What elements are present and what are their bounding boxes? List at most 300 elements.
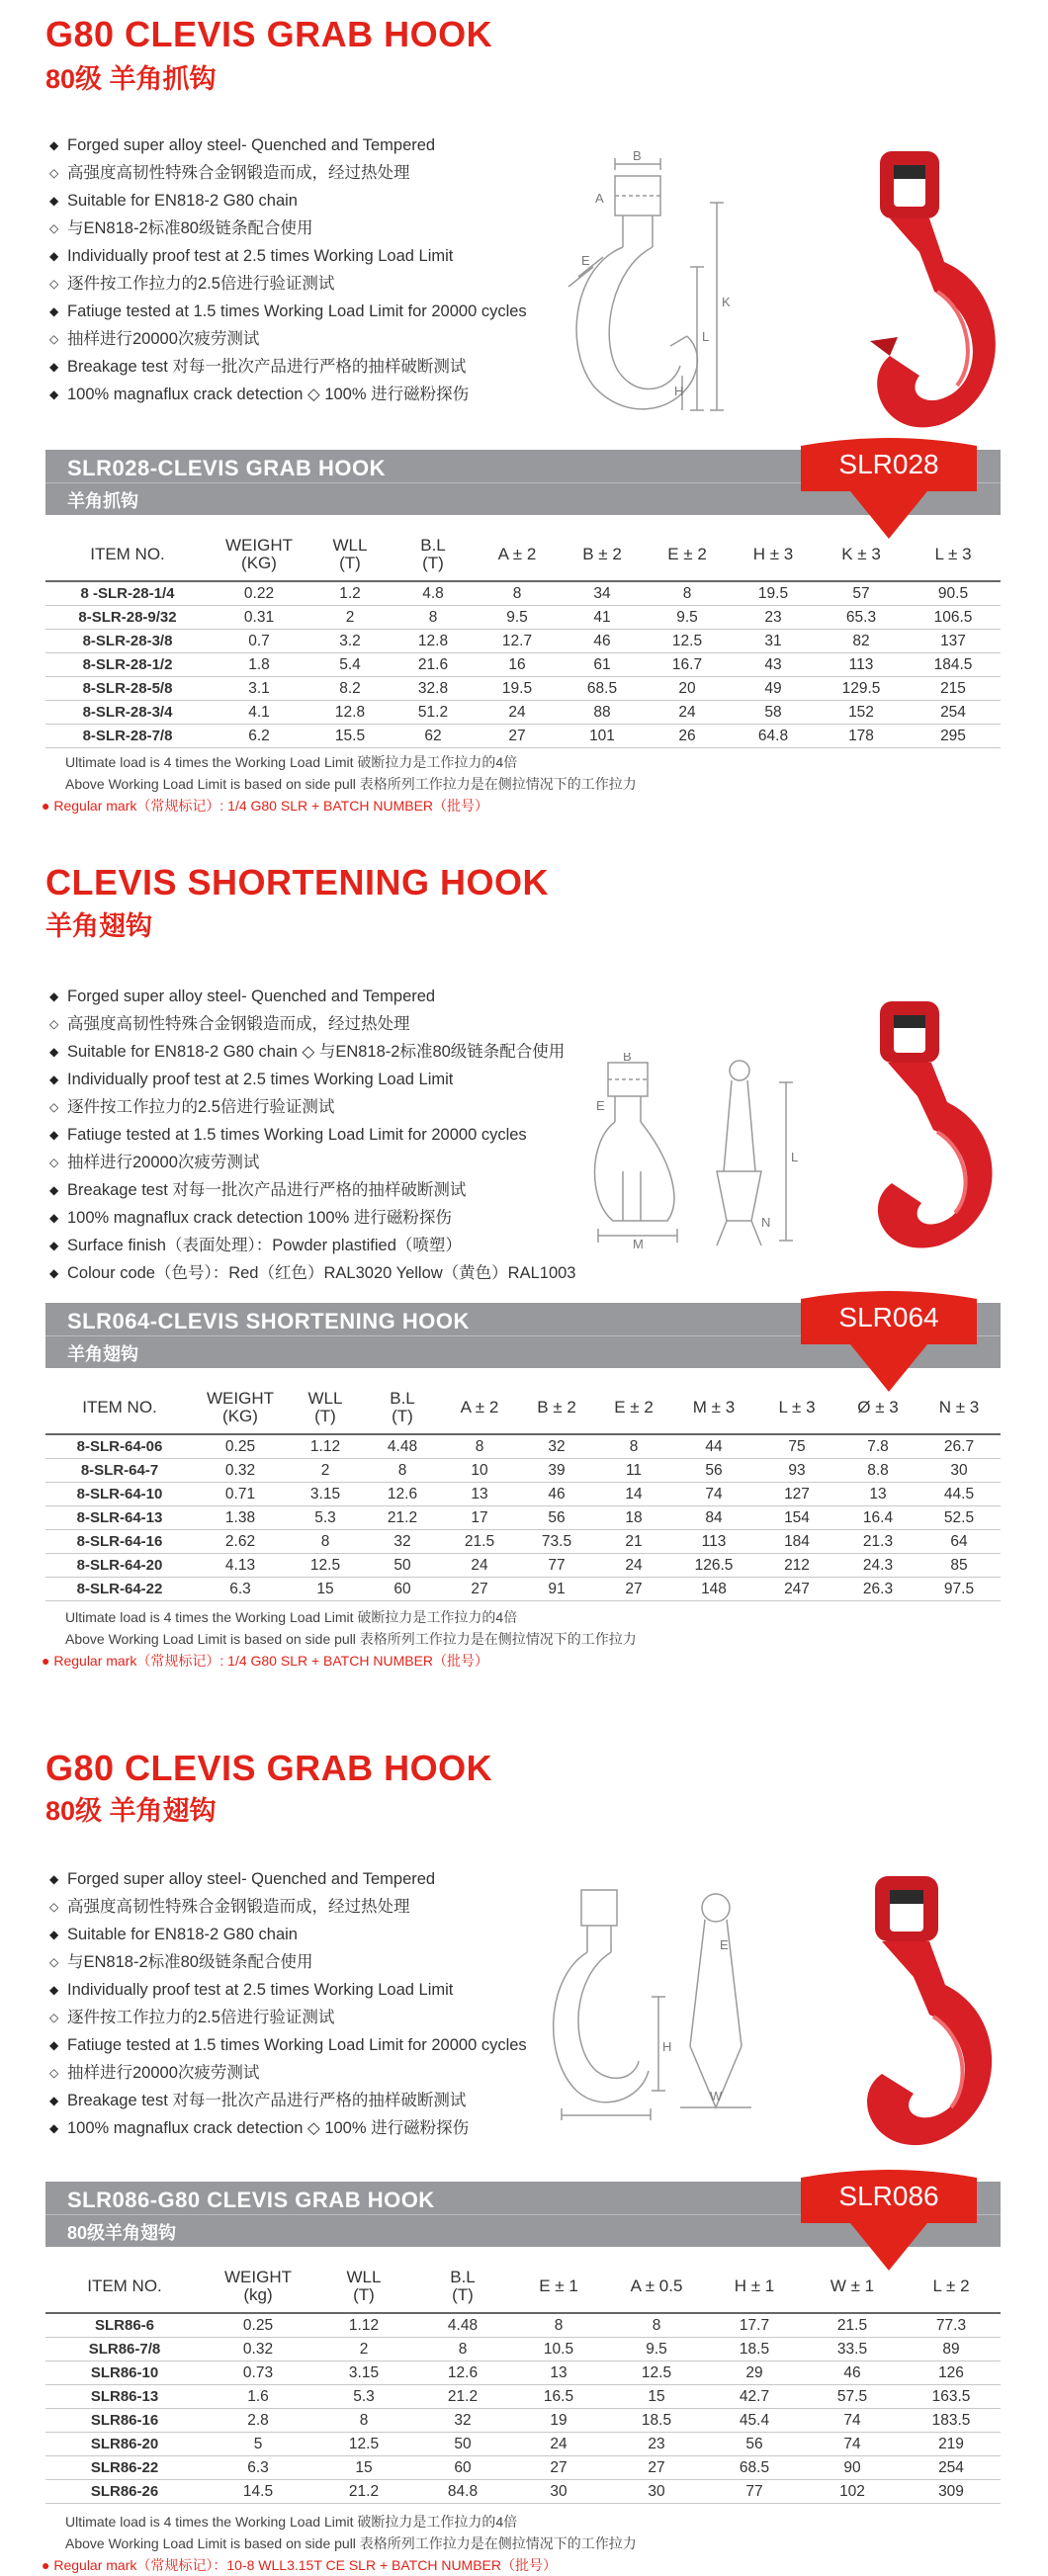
table-row <box>45 1434 1001 1459</box>
feature-item <box>49 1176 575 1204</box>
grab-hook-drawing <box>554 148 801 430</box>
column-header-label: WEIGHT <box>207 1388 274 1408</box>
table-cell: 74 <box>803 2409 902 2433</box>
bullet-icon: ◆ <box>49 138 59 152</box>
table-cell: 12.8 <box>392 630 475 653</box>
table-cell: 77 <box>706 2480 803 2504</box>
feature-text: Breakage test 对每一批次产品进行严格的抽样破断测试 <box>67 358 467 376</box>
column-header-label: L ± 2 <box>932 2275 970 2295</box>
feature-text: Fatiuge tested at 1.5 times Working Load Limit for 20000 cycles <box>67 302 527 320</box>
column-header-label: H ± 3 <box>752 544 794 563</box>
table-cell: 27 <box>595 1578 672 1601</box>
note-ultimate-load: Ultimate load is 4 times the Working Load Limit 破断拉力是工作拉力的4倍 <box>65 754 518 770</box>
column-header <box>441 1381 518 1434</box>
table-cell: 0.32 <box>194 1459 287 1483</box>
table-cell: 113 <box>672 1530 755 1554</box>
column-header-label: WEIGHT <box>225 535 293 555</box>
table-cell: 17.7 <box>706 2313 803 2338</box>
table-cell: 12.5 <box>607 2361 706 2385</box>
table-cell: 61 <box>560 653 645 677</box>
column-header-label: A ± 2 <box>497 544 537 563</box>
column-header <box>902 2260 1001 2313</box>
table-cell: 5 <box>204 2433 312 2456</box>
table-cell: 82 <box>817 630 906 653</box>
bullet-icon: ◆ <box>49 1983 59 1997</box>
item-number-cell: SLR86-16 <box>45 2409 204 2433</box>
table-cell: 2 <box>312 2338 415 2361</box>
bullet-icon: ◇ <box>49 221 59 235</box>
note-side-pull: Above Working Load Limit is based on side pull 表格所列工作拉力是在侧拉情况下的工作拉力 <box>65 1631 637 1647</box>
table-cell: 15.5 <box>308 725 392 748</box>
table-cell: 26.3 <box>838 1578 917 1601</box>
table-cell: 20 <box>645 677 730 701</box>
bullet-icon: ◆ <box>49 1239 59 1252</box>
feature-text: Suitable for EN818-2 G80 chain <box>67 192 298 210</box>
table-cell: 12.5 <box>645 630 730 653</box>
table-cell: 24 <box>510 2433 607 2456</box>
column-header-label: E ± 2 <box>614 1397 654 1417</box>
feature-item <box>49 187 527 215</box>
dim-label-n: N <box>761 1215 771 1230</box>
section-3-product-code: SLR086 <box>838 2181 939 2211</box>
bullet-icon: ◇ <box>49 2066 59 2080</box>
feature-item <box>49 1121 575 1149</box>
column-header <box>308 528 392 581</box>
feature-text: 高强度高韧性特殊合金钢锻造而成，经过热处理 <box>67 164 410 182</box>
table-cell: 23 <box>730 606 817 630</box>
bullet-icon: ◇ <box>49 1156 59 1169</box>
section-2-title-cn: 羊角翅钩 <box>45 911 152 941</box>
section-3-banner-title: SLR086-G80 CLEVIS GRAB HOOK <box>67 2188 435 2212</box>
item-number-cell: 8-SLR-64-22 <box>45 1578 194 1601</box>
feature-text: 100% magnaflux crack detection ◇ 100% 进行磁粉探伤 <box>67 386 470 403</box>
table-cell: 212 <box>755 1554 838 1578</box>
dim-label-e: E <box>581 253 590 268</box>
table-cell: 10.5 <box>510 2338 607 2361</box>
table-cell: 75 <box>755 1434 838 1459</box>
table-cell: 18 <box>595 1506 672 1530</box>
table-cell: 13 <box>510 2361 607 2385</box>
column-header-label: WLL <box>346 2267 382 2286</box>
table-cell: 46 <box>560 630 645 653</box>
table-row <box>45 2313 1001 2338</box>
column-header <box>607 2260 706 2313</box>
feature-item <box>49 1038 575 1066</box>
feature-text: Individually proof test at 2.5 times Working Load Limit <box>67 1981 454 1999</box>
table-cell: 24 <box>441 1554 518 1578</box>
table-cell: 219 <box>902 2433 1001 2456</box>
table-cell: 56 <box>672 1459 755 1483</box>
table-cell: 73.5 <box>518 1530 595 1554</box>
bullet-icon: ◇ <box>49 166 59 180</box>
table-cell: 84 <box>672 1506 755 1530</box>
column-header-unit: (KG) <box>222 1406 258 1425</box>
column-header-label: WLL <box>307 1388 343 1408</box>
column-header <box>560 528 645 581</box>
table-cell: 21.2 <box>312 2480 415 2504</box>
table-cell: 64 <box>917 1530 1001 1554</box>
table-cell: 88 <box>560 701 645 725</box>
table-cell: 254 <box>906 701 1001 725</box>
bullet-icon: ◆ <box>49 1183 59 1197</box>
feature-item <box>49 270 527 298</box>
feature-text: 逐件按工作拉力的2.5倍进行验证测试 <box>67 2009 335 2026</box>
item-number-cell: 8-SLR-28-3/8 <box>45 630 210 653</box>
feature-item <box>49 1893 527 1921</box>
feature-text: 100% magnaflux crack detection 100% 进行磁粉探伤 <box>67 1209 452 1227</box>
table-cell: 254 <box>902 2456 1001 2480</box>
table-cell: 13 <box>441 1483 518 1506</box>
bullet-icon: ◇ <box>49 1900 59 1914</box>
table-cell: 8 <box>287 1530 364 1554</box>
table-cell: 24 <box>475 701 560 725</box>
table-cell: 27 <box>510 2456 607 2480</box>
bullet-icon: ◆ <box>49 2121 59 2135</box>
table-cell: 60 <box>364 1578 441 1601</box>
bullet-icon: ◆ <box>49 2094 59 2107</box>
column-header-label: A ± 0.5 <box>630 2275 683 2295</box>
table-cell: 7.8 <box>838 1434 917 1459</box>
table-cell: 309 <box>902 2480 1001 2504</box>
column-header-label: B.L <box>450 2267 476 2286</box>
section-2-banner-title-cn: 羊角翅钩 <box>67 1344 138 1364</box>
column-header-unit: (kg) <box>243 2284 273 2304</box>
table-cell: 183.5 <box>902 2409 1001 2433</box>
feature-text: Surface finish（表面处理）：Powder plastified（喷塑） <box>67 1237 462 1254</box>
section-3-notes <box>42 2511 637 2576</box>
feature-item <box>49 1093 575 1121</box>
column-header-label: K ± 3 <box>841 544 881 563</box>
feature-text: Suitable for EN818-2 G80 chain <box>67 1926 298 1943</box>
table-row <box>45 2385 1001 2409</box>
feature-text: Forged super alloy steel- Quenched and Tempered <box>67 136 436 154</box>
table-cell: 17 <box>441 1506 518 1530</box>
bullet-icon: ◆ <box>49 249 59 263</box>
feature-item <box>49 1066 575 1093</box>
section-2-spec-table <box>45 1381 1001 1601</box>
bullet-icon: ◆ <box>49 1045 59 1059</box>
dim-label-b: B <box>623 1053 632 1064</box>
table-cell: 68.5 <box>560 677 645 701</box>
column-header <box>906 528 1001 581</box>
column-header-label: W ± 1 <box>830 2275 875 2295</box>
table-cell: 49 <box>730 677 817 701</box>
table-row <box>45 1530 1001 1554</box>
column-header-label: ITEM NO. <box>90 544 165 563</box>
section-1-title-cn: 80级 羊角抓钩 <box>45 64 217 94</box>
column-header-label: ITEM NO. <box>82 1397 157 1417</box>
table-cell: 4.1 <box>210 701 308 725</box>
table-cell: 2 <box>308 606 392 630</box>
dim-label-e: E <box>596 1098 605 1113</box>
table-cell: 1.2 <box>308 581 392 606</box>
table-cell: 8 <box>392 606 475 630</box>
table-cell: 0.71 <box>194 1483 287 1506</box>
column-header <box>917 1381 1001 1434</box>
table-cell: 77 <box>518 1554 595 1578</box>
bullet-icon: ◆ <box>49 1211 59 1225</box>
column-header <box>392 528 475 581</box>
table-cell: 9.5 <box>645 606 730 630</box>
table-row <box>45 653 1001 677</box>
table-cell: 5.3 <box>312 2385 415 2409</box>
table-cell: 30 <box>510 2480 607 2504</box>
table-cell: 14.5 <box>204 2480 312 2504</box>
table-cell: 32 <box>415 2409 510 2433</box>
feature-item <box>49 1976 527 2004</box>
table-cell: 60 <box>415 2456 510 2480</box>
feature-text: Fatiuge tested at 1.5 times Working Load Limit for 20000 cycles <box>67 1126 527 1144</box>
section-3-feature-list <box>49 1865 527 2142</box>
table-cell: 106.5 <box>906 606 1001 630</box>
item-number-cell: 8-SLR-28-1/2 <box>45 653 210 677</box>
column-header <box>45 528 210 581</box>
table-cell: 0.25 <box>204 2313 312 2338</box>
table-row <box>45 2480 1001 2504</box>
bullet-icon: ◆ <box>49 194 59 208</box>
note-side-pull: Above Working Load Limit is based on side pull 表格所列工作拉力是在侧拉情况下的工作拉力 <box>65 2535 637 2551</box>
item-number-cell: 8-SLR-28-7/8 <box>45 725 210 748</box>
item-number-cell: 8-SLR-64-10 <box>45 1483 194 1506</box>
table-cell: 1.8 <box>210 653 308 677</box>
column-header <box>287 1381 364 1434</box>
table-cell: 57.5 <box>803 2385 902 2409</box>
bullet-icon: ◆ <box>49 1928 59 1941</box>
note-ultimate-load: Ultimate load is 4 times the Working Load Limit 破断拉力是工作拉力的4倍 <box>65 1609 518 1625</box>
section-2-banner-title: SLR064-CLEVIS SHORTENING HOOK <box>67 1309 470 1333</box>
column-header <box>645 528 730 581</box>
table-row <box>45 1459 1001 1483</box>
table-cell: 21.6 <box>392 653 475 677</box>
feature-item <box>49 1921 527 1948</box>
item-number-cell: 8-SLR-64-16 <box>45 1530 194 1554</box>
table-cell: 3.2 <box>308 630 392 653</box>
dim-label-h: H <box>662 2039 672 2054</box>
table-row <box>45 677 1001 701</box>
bullet-icon: ◆ <box>49 360 59 374</box>
column-header-label: B.L <box>420 535 446 555</box>
column-header-label: B.L <box>390 1388 415 1408</box>
section-1-title: G80 CLEVIS GRAB HOOK <box>45 14 493 54</box>
table-cell: 5.4 <box>308 653 392 677</box>
column-header <box>45 2260 204 2313</box>
table-cell: 4.13 <box>194 1554 287 1578</box>
feature-item <box>49 242 527 270</box>
feature-text: Breakage test 对每一批次产品进行严格的抽样破断测试 <box>67 1181 467 1199</box>
table-cell: 0.25 <box>194 1434 287 1459</box>
feature-item <box>49 353 527 381</box>
dim-label-m: M <box>633 1237 644 1250</box>
dim-label-a: A <box>595 191 604 206</box>
table-cell: 8 <box>441 1434 518 1459</box>
table-cell: 9.5 <box>475 606 560 630</box>
section-2-code-tab <box>791 1289 987 1394</box>
table-cell: 16.4 <box>838 1506 917 1530</box>
item-number-cell: SLR86-26 <box>45 2480 204 2504</box>
column-header <box>415 2260 510 2313</box>
table-cell: 15 <box>312 2456 415 2480</box>
table-cell: 1.38 <box>194 1506 287 1530</box>
table-cell: 21.2 <box>364 1506 441 1530</box>
table-cell: 26 <box>645 725 730 748</box>
table-cell: 19.5 <box>475 677 560 701</box>
column-header-label: E ± 1 <box>539 2275 578 2295</box>
table-cell: 21.2 <box>415 2385 510 2409</box>
table-cell: 16 <box>475 653 560 677</box>
feature-text: 100% magnaflux crack detection ◇ 100% 进行磁粉探伤 <box>67 2119 470 2137</box>
feature-text: Suitable for EN818-2 G80 chain ◇ 与EN818-2标准80级链条配合使用 <box>67 1043 566 1061</box>
section-3-code-tab <box>791 2168 987 2273</box>
section-2-notes <box>42 1606 637 1672</box>
table-cell: 184.5 <box>906 653 1001 677</box>
table-cell: 46 <box>518 1483 595 1506</box>
item-number-cell: 8-SLR-64-20 <box>45 1554 194 1578</box>
table-cell: 10 <box>441 1459 518 1483</box>
section-1-spec-table <box>45 528 1001 748</box>
table-cell: 295 <box>906 725 1001 748</box>
column-header-label: E ± 2 <box>667 544 707 563</box>
section-3-title-cn: 80级 羊角翅钩 <box>45 1796 217 1826</box>
feature-text: 逐件按工作拉力的2.5倍进行验证测试 <box>67 1098 335 1116</box>
table-cell: 14 <box>595 1483 672 1506</box>
bullet-icon: ◆ <box>49 304 59 318</box>
table-cell: 6.3 <box>204 2456 312 2480</box>
section-1-notes <box>42 751 637 816</box>
item-number-cell: SLR86-22 <box>45 2456 204 2480</box>
column-header <box>45 1381 194 1434</box>
table-cell: 68.5 <box>706 2456 803 2480</box>
table-cell: 8.2 <box>308 677 392 701</box>
table-cell: 8 <box>510 2313 607 2338</box>
feature-text: Forged super alloy steel- Quenched and Tempered <box>67 987 436 1005</box>
table-cell: 6.3 <box>194 1578 287 1601</box>
note-ultimate-load: Ultimate load is 4 times the Working Load Limit 破断拉力是工作拉力的4倍 <box>65 2514 518 2530</box>
column-header-label: H ± 1 <box>734 2275 775 2295</box>
table-cell: 15 <box>607 2385 706 2409</box>
table-cell: 154 <box>755 1506 838 1530</box>
table-cell: 12.8 <box>308 701 392 725</box>
item-number-cell: SLR86-10 <box>45 2361 204 2385</box>
dim-label-w: W <box>710 2089 723 2104</box>
shortening-hook-photo <box>830 993 1028 1260</box>
section-2-title: CLEVIS SHORTENING HOOK <box>45 862 550 902</box>
section-1-banner-title: SLR028-CLEVIS GRAB HOOK <box>67 456 386 480</box>
table-cell: 51.2 <box>392 701 475 725</box>
table-row <box>45 1483 1001 1506</box>
table-cell: 74 <box>803 2433 902 2456</box>
feature-item <box>49 215 527 242</box>
column-header <box>817 528 906 581</box>
table-cell: 152 <box>817 701 906 725</box>
column-header <box>595 1381 672 1434</box>
section-1-product-code: SLR028 <box>838 449 939 479</box>
feature-item <box>49 381 527 408</box>
item-number-cell: SLR86-7/8 <box>45 2338 204 2361</box>
table-cell: 21.5 <box>803 2313 902 2338</box>
column-header-unit: (KG) <box>241 553 277 572</box>
table-cell: 0.22 <box>210 581 308 606</box>
feature-text: Individually proof test at 2.5 times Working Load Limit <box>67 1071 454 1088</box>
table-cell: 3.15 <box>287 1483 364 1506</box>
section-3-title: G80 CLEVIS GRAB HOOK <box>45 1748 493 1788</box>
feature-item <box>49 2031 527 2059</box>
column-header-label: B ± 2 <box>582 544 622 563</box>
table-cell: 24 <box>645 701 730 725</box>
table-row <box>45 2456 1001 2480</box>
table-cell: 24.3 <box>838 1554 917 1578</box>
column-header-label: M ± 3 <box>692 1397 736 1417</box>
table-cell: 23 <box>607 2433 706 2456</box>
table-cell: 65.3 <box>817 606 906 630</box>
section-1-code-tab <box>791 436 987 541</box>
feature-item <box>49 131 527 159</box>
table-row <box>45 725 1001 748</box>
column-header <box>364 1381 441 1434</box>
table-row <box>45 2361 1001 2385</box>
feature-text: 高强度高韧性特殊合金钢锻造而成，经过热处理 <box>67 1898 410 1916</box>
dim-label-h: H <box>674 384 684 398</box>
feature-item <box>49 1010 575 1038</box>
table-cell: 3.1 <box>210 677 308 701</box>
table-cell: 27 <box>441 1578 518 1601</box>
section-1-feature-list <box>49 131 527 408</box>
table-cell: 3.15 <box>312 2361 415 2385</box>
table-cell: 57 <box>817 581 906 606</box>
bullet-icon: ◇ <box>49 332 59 346</box>
table-cell: 18.5 <box>706 2338 803 2361</box>
column-header <box>706 2260 803 2313</box>
table-cell: 90 <box>803 2456 902 2480</box>
feature-item <box>49 2004 527 2031</box>
table-cell: 12.5 <box>287 1554 364 1578</box>
table-cell: 16.5 <box>510 2385 607 2409</box>
table-row <box>45 630 1001 653</box>
bullet-icon: ◆ <box>49 387 59 401</box>
table-cell: 50 <box>415 2433 510 2456</box>
item-number-cell: 8-SLR-28-9/32 <box>45 606 210 630</box>
table-cell: 42.7 <box>706 2385 803 2409</box>
regular-mark: ● Regular mark（常规标记）：10-8 WLL3.15T CE SLR + BATCH NUMBER（批号） <box>42 2557 558 2573</box>
table-row <box>45 581 1001 606</box>
table-cell: 8 <box>475 581 560 606</box>
column-header <box>194 1381 287 1434</box>
item-number-cell: SLR86-13 <box>45 2385 204 2409</box>
table-cell: 247 <box>755 1578 838 1601</box>
table-cell: 215 <box>906 677 1001 701</box>
table-cell: 41 <box>560 606 645 630</box>
column-header <box>510 2260 607 2313</box>
grab-hook-photo <box>830 143 1028 440</box>
dim-label-b: B <box>633 148 642 163</box>
feature-text: 与EN818-2标准80级链条配合使用 <box>67 219 313 237</box>
table-cell: 12.6 <box>364 1483 441 1506</box>
column-header-label: N ± 3 <box>938 1397 980 1417</box>
table-cell: 44 <box>672 1434 755 1459</box>
feature-text: Breakage test 对每一批次产品进行严格的抽样破断测试 <box>67 2092 467 2109</box>
table-cell: 26.7 <box>917 1434 1001 1459</box>
table-cell: 15 <box>287 1578 364 1601</box>
feature-item <box>49 2087 527 2114</box>
bullet-icon: ◇ <box>49 1955 59 1969</box>
table-row <box>45 1506 1001 1530</box>
column-header-unit: (T) <box>392 1406 413 1425</box>
table-cell: 31 <box>730 630 817 653</box>
feature-text: 与EN818-2标准80级链条配合使用 <box>67 1953 313 1971</box>
column-header-label: ITEM NO. <box>87 2275 162 2295</box>
column-header-unit: (T) <box>339 553 361 572</box>
table-row <box>45 2409 1001 2433</box>
column-header <box>730 528 817 581</box>
